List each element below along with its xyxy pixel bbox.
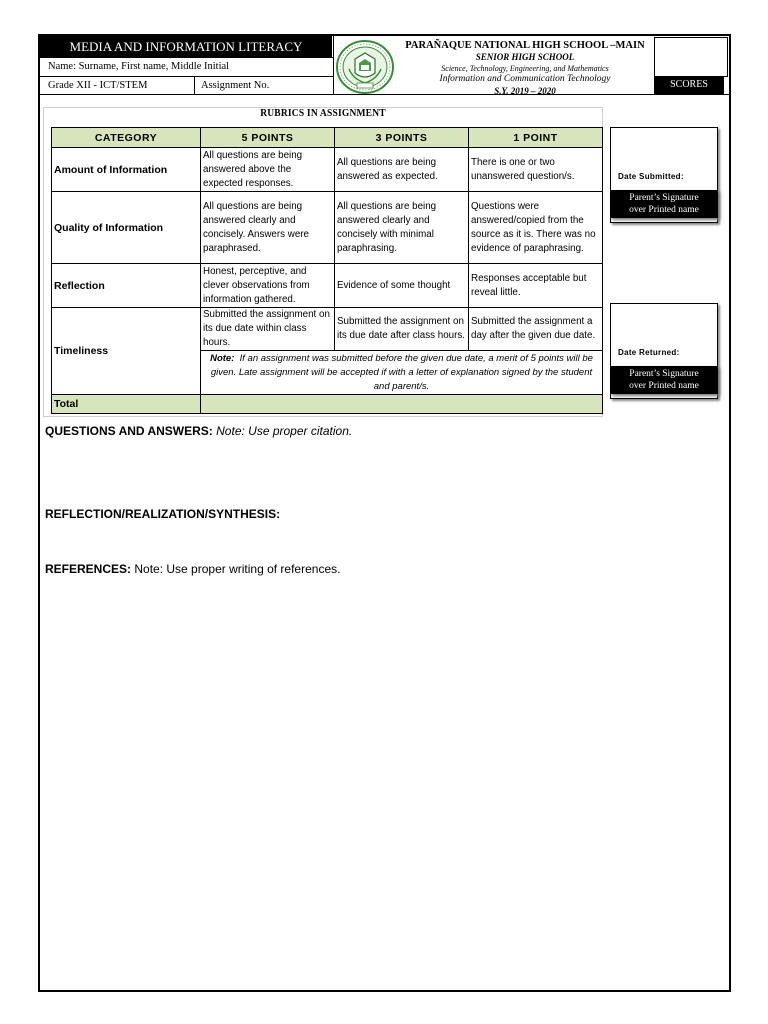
divider [333, 36, 334, 94]
school-name: PARAÑAQUE NATIONAL HIGH SCHOOL –MAIN [405, 40, 645, 51]
divider [194, 76, 195, 94]
parent-signature-box[interactable] [610, 190, 718, 218]
criteria-cell: Questions were answered/copied from the source as it is. There was no evidence of paraphrasing. [469, 192, 603, 264]
table-row [52, 264, 603, 308]
school-seal-logo [335, 39, 395, 95]
date-submitted-label: Date Submitted: [618, 172, 684, 181]
signature-label: Parent’s Signature [629, 369, 699, 379]
divider [40, 57, 334, 58]
criteria-cell: Responses acceptable but reveal little. [469, 264, 603, 308]
references-section [45, 562, 340, 576]
column-header: 1 POINT [469, 128, 603, 148]
section-note: Note: Use proper citation. [216, 424, 353, 438]
signature-sublabel: over Printed name [629, 381, 699, 391]
section-heading: QUESTIONS AND ANSWERS: [45, 424, 213, 438]
category-cell: Timeliness [52, 308, 201, 395]
note-label: Note: [210, 352, 235, 364]
criteria-cell: There is one or two unanswered question/s. [469, 148, 603, 192]
divider [40, 76, 334, 77]
criteria-cell: Submitted the assignment a day after the given due date. [469, 308, 603, 351]
criteria-cell: Honest, perceptive, and clever observations from information gathered. [201, 264, 335, 308]
rubric-header-row [52, 128, 603, 148]
rubric-table [51, 127, 603, 414]
school-year: S.Y. 2019 – 2020 [494, 86, 556, 96]
criteria-cell: All questions are being answered clearly and concisely with minimal paraphrasing. [335, 192, 469, 264]
note-text: If an assignment was submitted before the given due date, a merit of 5 points will be given. Late assignment will be accepted if with a letter of explanation signed by the student and parent/s. [210, 352, 593, 392]
criteria-cell: Submitted the assignment on its due date within class hours. [201, 308, 335, 351]
section-heading: REFERENCES: [45, 562, 132, 576]
column-header: 3 POINTS [335, 128, 469, 148]
criteria-cell: All questions are being answered above the expected responses. [201, 148, 335, 192]
assignment-number-field[interactable]: Assignment No. [201, 80, 270, 91]
strand-name: Science, Technology, Engineering, and Mathematics [441, 64, 609, 73]
criteria-cell: Evidence of some thought [335, 264, 469, 308]
table-row [52, 148, 603, 192]
total-label: Total [52, 395, 201, 414]
signature-label: Parent’s Signature [629, 193, 699, 203]
subject-title: MEDIA AND INFORMATION LITERACY [40, 36, 332, 57]
table-row [52, 192, 603, 264]
grade-field: Grade XII - ICT/STEM [48, 80, 148, 91]
column-header: CATEGORY [52, 128, 201, 148]
signature-sublabel: over Printed name [629, 205, 699, 215]
section-heading: REFLECTION/REALIZATION/SYNTHESIS: [45, 507, 281, 521]
school-division: SENIOR HIGH SCHOOL [475, 52, 575, 62]
criteria-cell: All questions are being answered as expected. [335, 148, 469, 192]
name-field[interactable]: Name: Surname, First name, Middle Initial [48, 61, 230, 72]
timeliness-note [201, 351, 603, 395]
parent-signature-box[interactable] [610, 366, 718, 394]
criteria-cell: Submitted the assignment on its due date after class hours. [335, 308, 469, 351]
category-cell: Amount of Information [52, 148, 201, 192]
score-box[interactable] [654, 37, 728, 77]
date-returned-label: Date Returned: [618, 348, 680, 357]
criteria-cell: All questions are being answered clearly and concisely. Answers were paraphrased. [201, 192, 335, 264]
total-value-cell[interactable] [201, 395, 603, 414]
table-row [52, 308, 603, 351]
questions-section [45, 424, 352, 438]
rubric-title: RUBRICS IN ASSIGNMENT [260, 108, 386, 120]
total-row [52, 395, 603, 414]
reflection-section [45, 507, 280, 521]
section-note: Note: Use proper writing of references. [134, 562, 341, 576]
column-header: 5 POINTS [201, 128, 335, 148]
school-info [400, 39, 650, 97]
scores-label: SCORES [654, 76, 724, 94]
track-name: Information and Communication Technology [439, 74, 611, 84]
category-cell: Quality of Information [52, 192, 201, 264]
category-cell: Reflection [52, 264, 201, 308]
